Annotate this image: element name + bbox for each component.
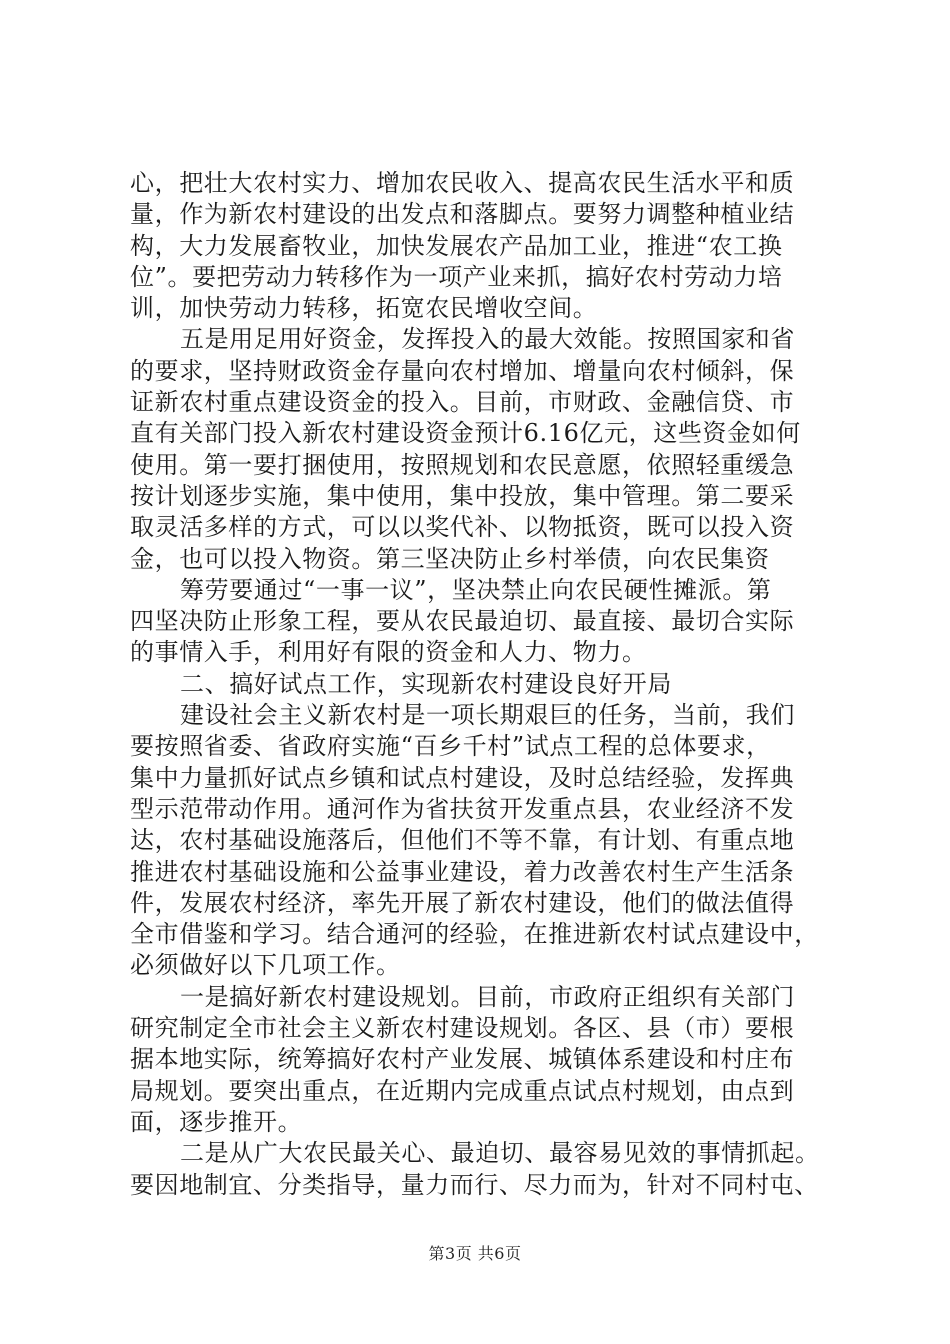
text-line: 二是从广大农民最关心、最迫切、最容易见效的事情抓起。: [180, 1139, 820, 1168]
text-line: 达，农村基础设施落后，但他们不等不靠，有计划、有重点地: [130, 826, 795, 855]
text-line: 四坚决防止形象工程，要从农民最迫切、最直接、最切合实际: [130, 607, 795, 636]
text-line: 按计划逐步实施，集中使用，集中投放，集中管理。第二要采: [130, 481, 795, 510]
text-line: 局规划。要突出重点，在近期内完成重点试点村规划，由点到: [130, 1076, 795, 1105]
text-line: 全市借鉴和学习。结合通河的经验，在推进新农村试点建设中，: [130, 920, 819, 949]
text-line: 量，作为新农村建设的出发点和落脚点。要努力调整种植业结: [130, 200, 795, 229]
text-line: 直有关部门投入新农村建设资金预计6.16亿元，这些资金如何: [130, 419, 801, 448]
text-line: 金，也可以投入物资。第三坚决防止乡村举债，向农民集资: [130, 544, 770, 573]
text-line: 的要求，坚持财政资金存量向农村增加、增量向农村倾斜，保: [130, 356, 795, 385]
text-line: 建设社会主义新农村是一项长期艰巨的任务，当前，我们: [180, 701, 795, 730]
text-line: 位”。要把劳动力转移作为一项产业来抓，搞好农村劳动力培: [130, 262, 783, 291]
text-line: 面，逐步推开。: [130, 1107, 303, 1136]
text-line: 训，加快劳动力转移，拓宽农民增收空间。: [130, 294, 598, 323]
text-line: 型示范带动作用。通河作为省扶贫开发重点县，农业经济不发: [130, 794, 795, 823]
text-line: 集中力量抓好试点乡镇和试点村建设，及时总结经验，发挥典: [130, 763, 795, 792]
text-line: 必须做好以下几项工作。: [130, 951, 401, 980]
text-line: 证新农村重点建设资金的投入。目前，市财政、金融信贷、市: [130, 388, 795, 417]
document-body: [130, 168, 840, 1201]
text-line: 二、搞好试点工作，实现新农村建设良好开局: [180, 669, 672, 698]
text-line: 五是用足用好资金，发挥投入的最大效能。按照国家和省: [180, 325, 795, 354]
text-line: 推进农村基础设施和公益事业建设，着力改善农村生产生活条: [130, 857, 795, 886]
text-line: 要按照省委、省政府实施“百乡千村”试点工程的总体要求，: [130, 732, 771, 761]
page-footer: 第3页 共6页: [428, 1244, 522, 1263]
text-line: 筹劳要通过“一事一议”，坚决禁止向农民硬性摊派。第: [180, 575, 772, 604]
text-line: 一是搞好新农村建设规划。目前，市政府正组织有关部门: [180, 982, 795, 1011]
text-line: 构，大力发展畜牧业，加快发展农产品加工业，推进“农工换: [130, 231, 783, 260]
text-line: 据本地实际，统筹搞好农村产业发展、城镇体系建设和村庄布: [130, 1045, 795, 1074]
text-line: 研究制定全市社会主义新农村建设规划。各区、县（市）要根: [130, 1014, 795, 1043]
text-line: 件，发展农村经济，率先开展了新农村建设，他们的做法值得: [130, 888, 795, 917]
text-line: 心，把壮大农村实力、增加农民收入、提高农民生活水平和质: [130, 169, 795, 197]
text-line: 的事情入手，利用好有限的资金和人力、物力。: [130, 638, 647, 667]
text-line: 使用。第一要打捆使用，按照规划和农民意愿，依照轻重缓急: [130, 450, 795, 479]
text-line: 要因地制宜、分类指导，量力而行、尽力而为，针对不同村屯、: [130, 1170, 819, 1199]
text-line: 取灵活多样的方式，可以以奖代补、以物抵资，既可以投入资: [130, 513, 795, 542]
